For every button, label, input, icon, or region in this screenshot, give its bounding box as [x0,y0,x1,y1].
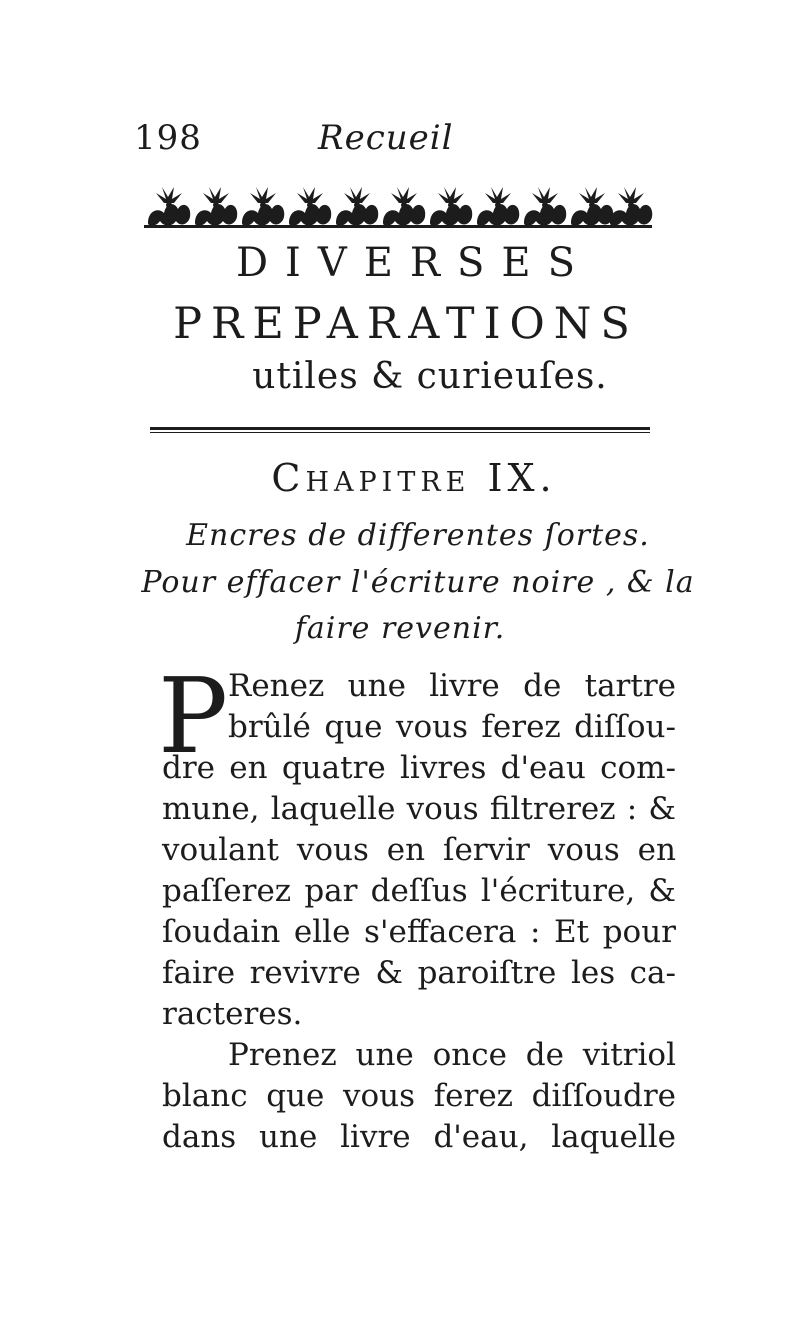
title-line-subtitle: utiles & curieuſes. [252,356,608,397]
title-line-preparations: PREPARATIONS [173,299,639,349]
body-line: faire revivre & paroiſtre les ca- [162,955,676,991]
chapter-heading [0,456,800,500]
running-title: Recueil [318,118,454,158]
section-rule [150,427,650,430]
chapter-numeral: IX. [487,456,557,500]
body-line: Prenez une once de vitriol [228,1037,676,1073]
subheading-line-2: Pour effacer l'écriture noire , & la [141,565,695,600]
chapter-initial: C [271,456,306,500]
section-rule-thin [150,432,650,433]
body-line: blanc que vous ferez diſſoudre [162,1078,676,1114]
body-line: dans une livre d'eau, laquelle [162,1119,676,1155]
body-line: voulant vous en ſervir vous en [162,832,676,868]
body-line: racteres. [162,996,303,1032]
body-line: brûlé que vous ferez diſſou- [228,709,676,745]
body-line: mune, laquelle vous filtrerez : & [162,791,676,827]
subheading-line-1: Encres de differentes ſortes. [186,518,650,553]
body-line: paſſerez par deſſus l'écriture, & [162,873,676,909]
page-number: 198 [134,118,202,158]
drop-cap: P [158,655,228,777]
body-line: Renez une livre de tartre [228,668,676,704]
chapter-word: HAPITRE [305,467,471,498]
floral-headpiece-icon [142,183,654,229]
running-head [0,118,800,168]
body-line: ſoudain elle s'effacera : Et pour [162,914,676,950]
body-line: dre en quatre livres d'eau com- [162,750,676,786]
subheading-line-3: faire revenir. [294,611,506,646]
title-line-diverses: DIVERSES [235,240,593,286]
